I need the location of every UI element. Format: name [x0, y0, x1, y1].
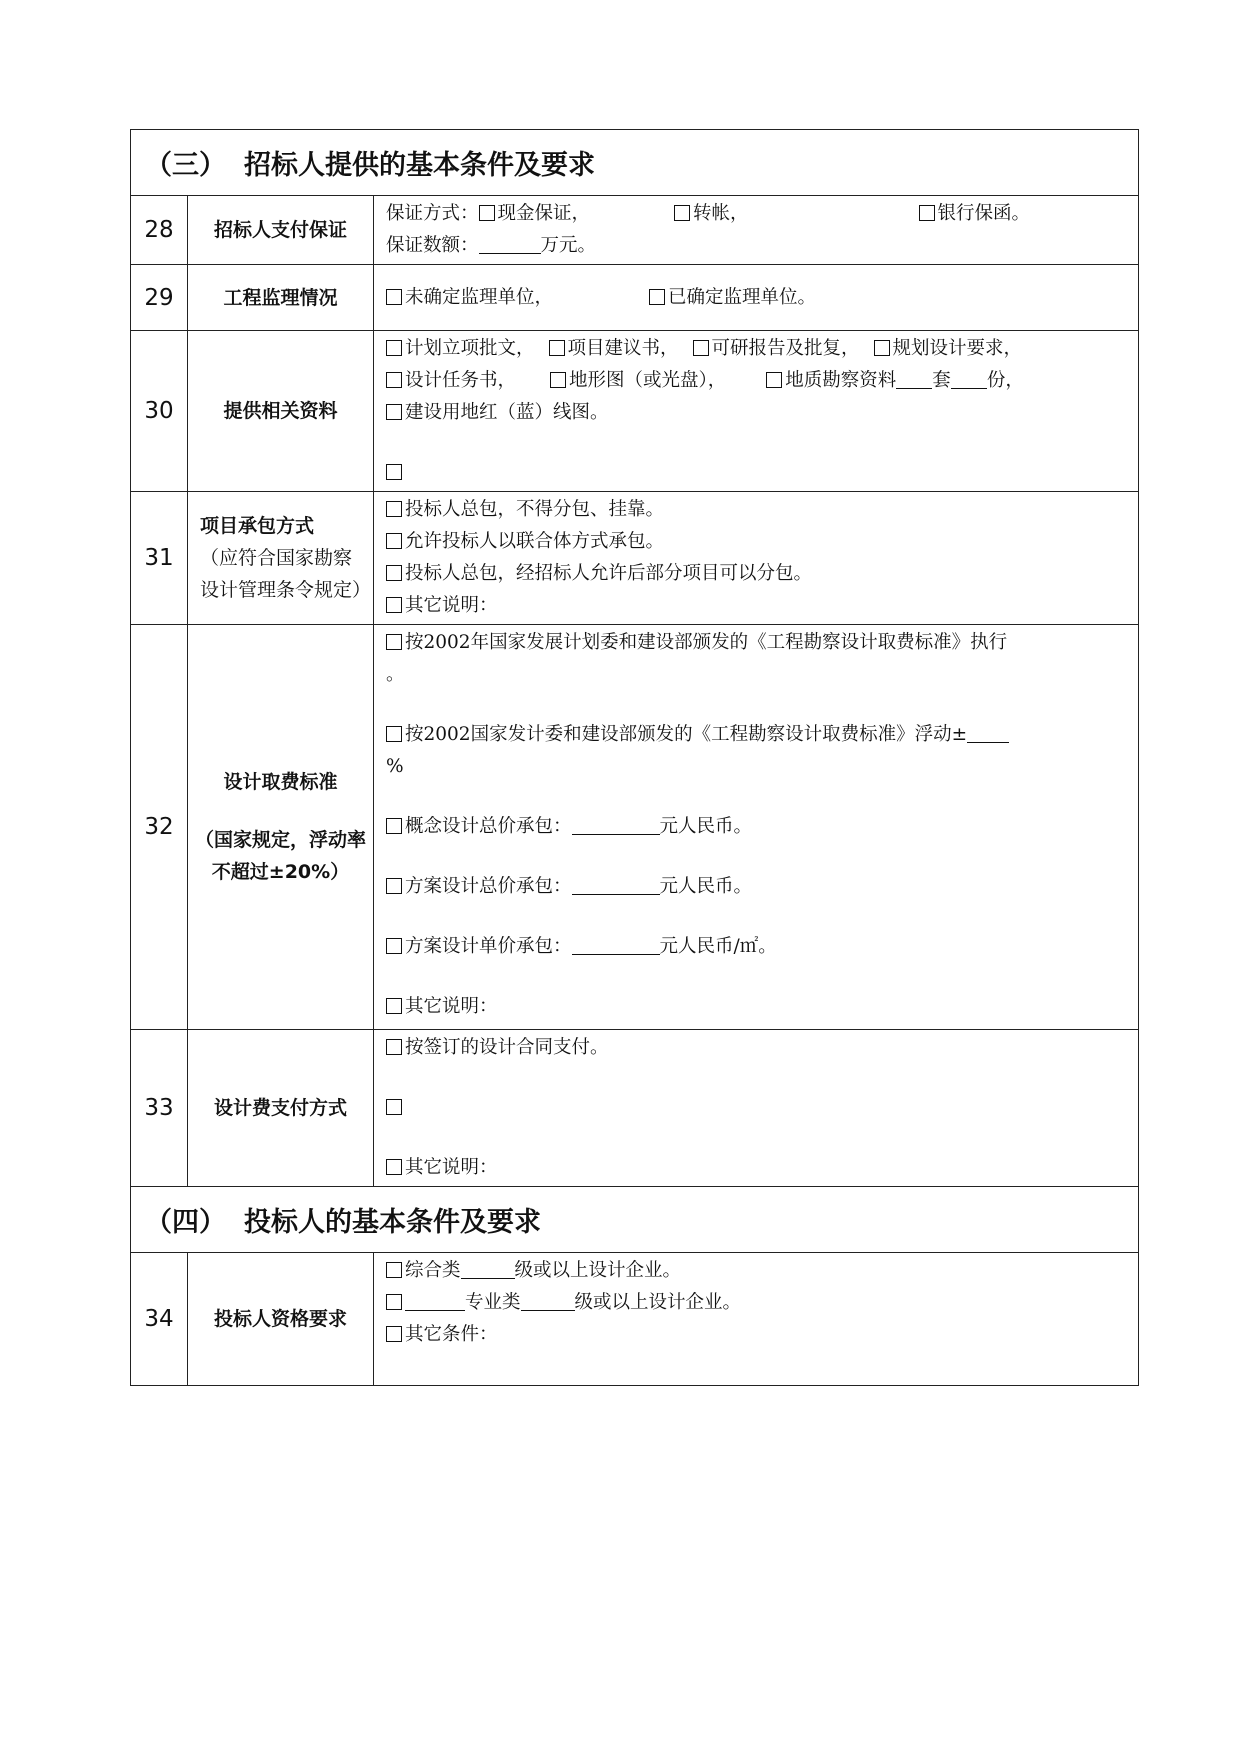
checkbox-other-note[interactable]: [386, 597, 402, 613]
checkbox-scheme-unit-price[interactable]: [386, 938, 402, 954]
option-label: 其它说明：: [405, 595, 498, 616]
sets-field[interactable]: [896, 370, 932, 389]
row-number: 31: [131, 492, 188, 625]
table-row-32: [131, 625, 1139, 1030]
unit-label: 万元。: [540, 235, 597, 256]
row-content: [374, 196, 1139, 265]
row-label: 提供相关资料: [188, 331, 374, 492]
option-label: 级或以上设计企业。: [514, 1260, 682, 1281]
specialty-grade-field[interactable]: [521, 1292, 575, 1311]
checkbox-concept-lump-sum[interactable]: [386, 818, 402, 834]
option-label: 允许投标人以联合体方式承包。: [405, 531, 665, 552]
checkbox-other[interactable]: [386, 1099, 402, 1115]
checkbox-approval-document[interactable]: [386, 340, 402, 356]
option-label: 建设用地红（蓝）线图。: [405, 402, 609, 423]
unit-label: 元人民币。: [659, 876, 753, 897]
option-label: 可研报告及批复，: [711, 338, 860, 359]
checkbox-planning-requirements[interactable]: [874, 340, 890, 356]
checkbox-general-contract[interactable]: [386, 501, 402, 517]
checkbox-topographic-map[interactable]: [550, 372, 566, 388]
table-row-28: [131, 196, 1139, 265]
checkbox-other[interactable]: [386, 464, 402, 480]
checkbox-floating-fee[interactable]: [386, 726, 402, 742]
checkbox-scheme-lump-sum[interactable]: [386, 878, 402, 894]
checkbox-geological-survey[interactable]: [766, 372, 782, 388]
option-label: 方案设计总价承包：: [405, 876, 572, 897]
option-label: 规划设计要求，: [892, 338, 1023, 359]
option-label: 其它说明：: [405, 1157, 498, 1178]
section-4-header-row: [131, 1187, 1139, 1253]
option-label-continued: 。: [386, 664, 405, 685]
row-content: [374, 492, 1139, 625]
row-label-cell: [188, 625, 374, 1030]
checkbox-consortium[interactable]: [386, 533, 402, 549]
checkbox-bank-guarantee[interactable]: [919, 205, 935, 221]
row-label: 项目承包方式: [200, 515, 315, 537]
row-number: 32: [131, 625, 188, 1030]
checkbox-cash-guarantee[interactable]: [479, 205, 495, 221]
row-content: [374, 265, 1139, 331]
checkbox-pay-per-contract[interactable]: [386, 1039, 402, 1055]
checkbox-design-brief[interactable]: [386, 372, 402, 388]
checkbox-other-conditions[interactable]: [386, 1326, 402, 1342]
section-3-number: （三）: [145, 150, 226, 181]
row-label: 招标人支付保证: [188, 196, 374, 265]
option-label: 按签订的设计合同支付。: [405, 1037, 609, 1058]
row-number: 29: [131, 265, 188, 331]
unit-label: 份，: [986, 370, 1024, 391]
option-label: 地形图（或光盘），: [569, 370, 727, 391]
unit-label: 元人民币/㎡。: [659, 936, 777, 957]
concept-price-field[interactable]: [572, 816, 660, 835]
row-number: 30: [131, 331, 188, 492]
option-label: 已确定监理单位。: [668, 286, 817, 308]
checkbox-transfer[interactable]: [674, 205, 690, 221]
row-label: 工程监理情况: [188, 265, 374, 331]
checkbox-other-note[interactable]: [386, 1159, 402, 1175]
option-label: 概念设计总价承包：: [405, 816, 572, 837]
option-label: 地质勘察资料: [785, 370, 897, 391]
option-label: 计划立项批文，: [405, 338, 535, 359]
option-label: 设计任务书，: [405, 370, 517, 391]
option-label: 按2002年国家发展计划委和建设部颁发的《工程勘察设计取费标准》执行: [405, 632, 1008, 653]
row-label-cell: [188, 492, 374, 625]
checkbox-project-proposal[interactable]: [549, 340, 565, 356]
comprehensive-grade-field[interactable]: [461, 1260, 515, 1279]
option-label: 未确定监理单位，: [405, 286, 554, 308]
option-label: 按2002国家发计委和建设部颁发的《工程勘察设计取费标准》浮动±: [405, 724, 968, 745]
checkbox-supervisor-determined[interactable]: [649, 289, 665, 305]
row-number: 33: [131, 1030, 188, 1187]
tender-conditions-table: [130, 129, 1139, 1386]
row-content: [374, 625, 1139, 1030]
row-label-note: （国家规定，浮动率不超过±20%）: [194, 829, 366, 883]
unit-price-field[interactable]: [572, 936, 660, 955]
float-rate-field[interactable]: [967, 724, 1009, 743]
option-label: 银行保函。: [937, 203, 1031, 224]
option-label: 级或以上设计企业。: [574, 1292, 742, 1313]
unit-label: 套: [932, 370, 951, 391]
checkbox-specialty-class[interactable]: [386, 1294, 402, 1310]
option-label: 其它说明：: [405, 996, 498, 1017]
guarantee-amount-label: 保证数额：: [386, 235, 479, 256]
row-number: 28: [131, 196, 188, 265]
checkbox-other-note[interactable]: [386, 998, 402, 1014]
option-label: 专业类: [465, 1292, 521, 1313]
checkbox-comprehensive-class[interactable]: [386, 1262, 402, 1278]
table-row-31: [131, 492, 1139, 625]
table-row-30: [131, 331, 1139, 492]
table-row-34: [131, 1253, 1139, 1386]
row-label: 投标人资格要求: [188, 1253, 374, 1386]
row-number: 34: [131, 1253, 188, 1386]
row-label: 设计取费标准: [223, 771, 338, 793]
row-label-note: （应符合国家勘察设计管理条令规定）: [200, 547, 372, 601]
option-label: 综合类: [405, 1260, 461, 1281]
checkbox-standard-fee[interactable]: [386, 634, 402, 650]
percent-sign: %: [386, 756, 404, 777]
scheme-price-field[interactable]: [572, 876, 660, 895]
option-label: 项目建议书，: [567, 338, 679, 359]
section-4-number: （四）: [145, 1207, 226, 1238]
option-label: 投标人总包，不得分包、挂靠。: [405, 499, 665, 520]
row-content: [374, 1253, 1139, 1386]
guarantee-amount-field[interactable]: [479, 235, 541, 254]
option-label: 方案设计单价承包：: [405, 936, 572, 957]
row-label: 设计费支付方式: [188, 1030, 374, 1187]
section-3-title: 招标人提供的基本条件及要求: [244, 150, 595, 181]
table-row-33: [131, 1030, 1139, 1187]
section-3-header: [131, 130, 1139, 196]
section-4-title: 投标人的基本条件及要求: [244, 1207, 541, 1238]
option-label: 其它条件：: [405, 1324, 498, 1345]
table-row-29: [131, 265, 1139, 331]
section-4-header: [131, 1187, 1139, 1253]
row-content: [374, 1030, 1139, 1187]
row-content: [374, 331, 1139, 492]
unit-label: 元人民币。: [659, 816, 753, 837]
checkbox-partial-subcontract[interactable]: [386, 565, 402, 581]
option-label: 投标人总包，经招标人允许后部分项目可以分包。: [405, 563, 813, 584]
specialty-field[interactable]: [405, 1292, 465, 1311]
checkbox-red-line-map[interactable]: [386, 404, 402, 420]
copies-field[interactable]: [951, 370, 987, 389]
guarantee-method-label: 保证方式：: [386, 203, 479, 224]
option-label: 现金保证，: [497, 203, 591, 224]
checkbox-feasibility-report[interactable]: [693, 340, 709, 356]
section-3-header-row: [131, 130, 1139, 196]
checkbox-supervisor-undetermined[interactable]: [386, 289, 402, 305]
option-label: 转帐，: [693, 203, 749, 224]
